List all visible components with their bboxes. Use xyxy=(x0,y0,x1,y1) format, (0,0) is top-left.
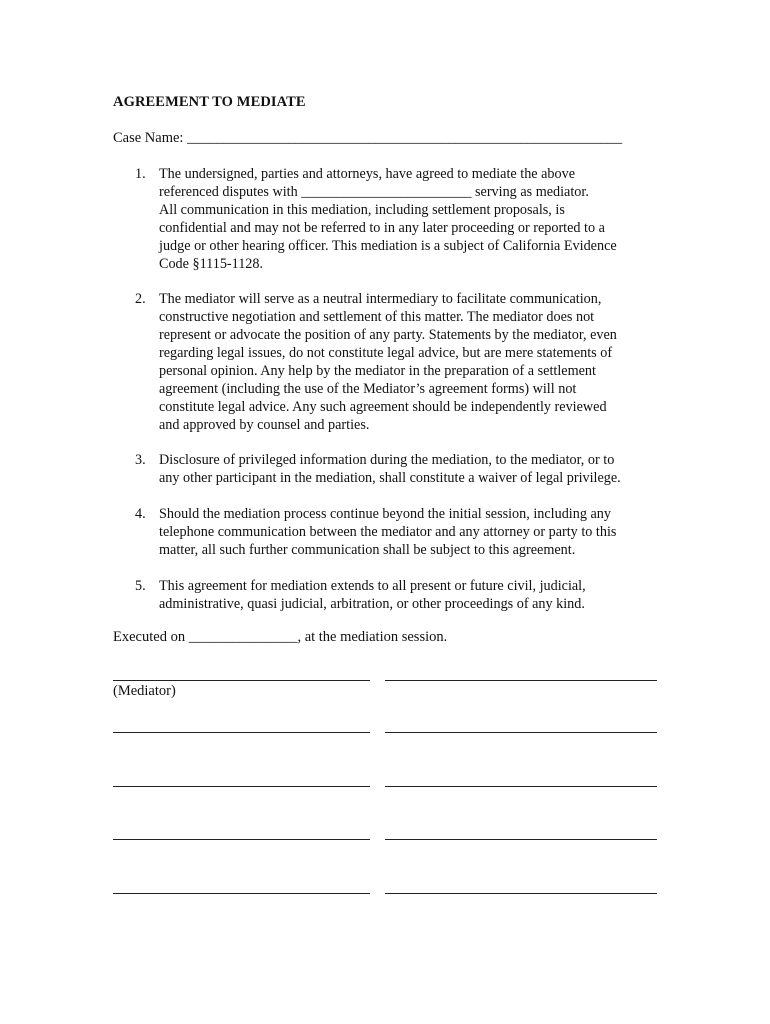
paragraph-line: telephone communication between the mediator and any attorney or party to this xyxy=(159,524,617,540)
paragraph-line: referenced disputes with ________________________ serving as mediator. xyxy=(159,184,589,200)
paragraph-line: Code §1115-1128. xyxy=(159,256,264,272)
executed-on-line: Executed on _______________, at the mediation session. xyxy=(113,629,448,645)
paragraph-number: 2. xyxy=(135,291,146,307)
paragraph-number: 4. xyxy=(135,506,146,522)
paragraph-number: 1. xyxy=(135,166,146,182)
signature-line xyxy=(113,893,370,894)
signature-line xyxy=(385,680,657,681)
paragraph-3 xyxy=(113,451,673,487)
paragraph-line: personal opinion. Any help by the mediator in the preparation of a settlement xyxy=(159,363,596,379)
document-title: AGREEMENT TO MEDIATE xyxy=(113,94,306,110)
paragraph-line: The mediator will serve as a neutral intermediary to facilitate communication, xyxy=(159,291,602,307)
paragraph-line: constitute legal advice. Any such agreement should be independently reviewed xyxy=(159,399,607,415)
paragraph-line: regarding legal issues, do not constitute legal advice, but are mere statements of xyxy=(159,345,613,361)
paragraph-2 xyxy=(113,290,673,434)
paragraph-line: judge or other hearing officer. This mediation is a subject of California Evidence xyxy=(159,238,617,254)
paragraph-1 xyxy=(113,165,673,273)
case-name-line: Case Name: ____________________________________________________________ xyxy=(113,130,623,146)
paragraph-line: agreement (including the use of the Mediator’s agreement forms) will not xyxy=(159,381,577,397)
paragraph-number: 3. xyxy=(135,452,146,468)
paragraph-line: represent or advocate the position of any party. Statements by the mediator, even xyxy=(159,327,617,343)
signature-line xyxy=(113,732,370,733)
paragraph-line: This agreement for mediation extends to all present or future civil, judicial, xyxy=(159,578,586,594)
paragraph-number: 5. xyxy=(135,578,146,594)
signature-line xyxy=(113,786,370,787)
signature-line xyxy=(113,839,370,840)
paragraph-line: Disclosure of privileged information during the mediation, to the mediator, or to xyxy=(159,452,615,468)
paragraph-5 xyxy=(113,577,673,613)
signature-line xyxy=(385,893,657,894)
paragraph-line: constructive negotiation and settlement of this matter. The mediator does not xyxy=(159,309,595,325)
paragraph-line: and approved by counsel and parties. xyxy=(159,417,370,433)
signature-line xyxy=(385,839,657,840)
paragraph-line: Should the mediation process continue beyond the initial session, including any xyxy=(159,506,611,522)
signature-line xyxy=(385,786,657,787)
paragraph-4 xyxy=(113,505,673,559)
signature-line-mediator xyxy=(113,680,370,681)
paragraph-line: The undersigned, parties and attorneys, have agreed to mediate the above xyxy=(159,166,576,182)
signature-line xyxy=(385,732,657,733)
paragraph-line: administrative, quasi judicial, arbitration, or other proceedings of any kind. xyxy=(159,596,585,612)
mediator-caption: (Mediator) xyxy=(113,683,176,699)
paragraph-line: matter, all such further communication shall be subject to this agreement. xyxy=(159,542,576,558)
paragraph-line: All communication in this mediation, including settlement proposals, is xyxy=(159,202,565,218)
paragraph-line: confidential and may not be referred to in any later proceeding or reported to a xyxy=(159,220,605,236)
paragraph-line: any other participant in the mediation, shall constitute a waiver of legal privilege. xyxy=(159,470,621,486)
